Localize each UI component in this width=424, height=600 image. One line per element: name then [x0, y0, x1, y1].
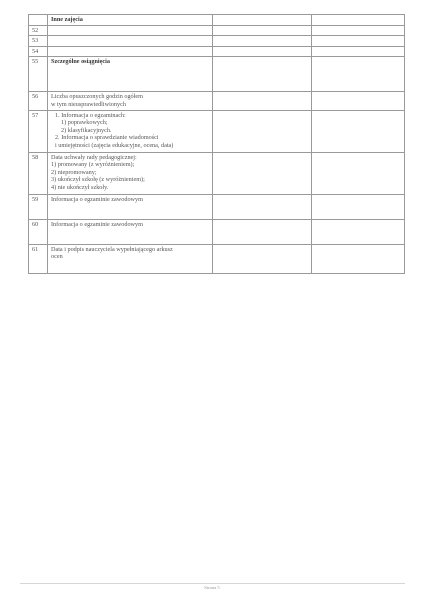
table-row: [29, 15, 405, 26]
entry-cell: [312, 244, 405, 273]
page-number: Strona 5: [204, 585, 220, 590]
entry-cell: [213, 219, 312, 244]
absence-unexcused-label: w tym nieusprawiedliwionych: [51, 100, 126, 108]
row-number: 54: [29, 46, 48, 57]
council-resolution-line: Data uchwały rady pedagogicznej:: [51, 153, 137, 161]
council-resolution-line: 3) ukończył szkołę (z wyróżnieniem);: [51, 176, 145, 184]
table-row: [29, 25, 405, 36]
teacher-signature-line: ocen: [51, 253, 63, 261]
row-number: 56: [29, 92, 48, 110]
exam-info-line: i umiejętności (zajęcia edukacyjne, ocena, data): [55, 141, 174, 149]
vocational-exam-label: Informacja o egzaminie zawodowym: [48, 219, 213, 244]
entry-cell: [213, 194, 312, 219]
row-number: 61: [29, 244, 48, 273]
entry-cell: [213, 92, 312, 110]
row-number: 60: [29, 219, 48, 244]
row-number: 52: [29, 25, 48, 36]
exam-info-label: [48, 110, 213, 152]
footer-divider: [20, 583, 405, 584]
description-cell: [48, 46, 213, 57]
vocational-exam-label: Informacja o egzaminie zawodowym: [48, 194, 213, 219]
entry-cell: [213, 152, 312, 194]
council-resolution-line: 4) nie ukończył szkoły.: [51, 183, 109, 191]
entry-cell: [312, 92, 405, 110]
entry-cell: [213, 46, 312, 57]
table-row: [29, 152, 405, 194]
entry-cell: [312, 15, 405, 26]
entry-cell: [213, 57, 312, 92]
council-resolution-line: 1) promowany (z wyróżnieniem);: [51, 161, 135, 169]
row-number: 53: [29, 36, 48, 47]
exam-info-line: 1. Informacja o egzaminach:: [55, 111, 126, 119]
table-row: [29, 57, 405, 92]
entry-cell: [312, 46, 405, 57]
teacher-signature-line: Data i podpis nauczyciela wypełniającego arkusz: [51, 245, 173, 253]
entry-cell: [213, 36, 312, 47]
absence-total-label: Liczba opuszczonych godzin ogółem: [51, 93, 143, 101]
row-number: 57: [29, 110, 48, 152]
table-row: [29, 36, 405, 47]
entry-cell: [312, 110, 405, 152]
table-row: [29, 46, 405, 57]
description-cell: [48, 25, 213, 36]
description-cell: [48, 36, 213, 47]
table-row: [29, 194, 405, 219]
table-row: [29, 219, 405, 244]
special-achievements-label: Szczególne osiągnięcia: [48, 57, 213, 92]
absence-hours-label: [48, 92, 213, 110]
row-number: 55: [29, 57, 48, 92]
exam-info-line: 1) poprawkowych;: [61, 119, 108, 127]
entry-cell: [312, 36, 405, 47]
exam-info-line: 2) klasyfikacyjnych.: [61, 126, 112, 134]
table-row: [29, 110, 405, 152]
exam-info-line: 2. Informacja o sprawdzianie wiadomości: [55, 134, 159, 142]
row-number: 59: [29, 194, 48, 219]
record-sheet-table: [28, 14, 405, 274]
entry-cell: [213, 25, 312, 36]
row-number-cell: [29, 15, 48, 26]
entry-cell: [312, 152, 405, 194]
entry-cell: [312, 57, 405, 92]
teacher-signature-label: [48, 244, 213, 273]
record-sheet-table-container: [28, 14, 398, 274]
section-header-inne-zajecia: Inne zajęcia: [48, 15, 213, 26]
row-number: 58: [29, 152, 48, 194]
table-row: [29, 92, 405, 110]
entry-cell: [312, 25, 405, 36]
entry-cell: [213, 244, 312, 273]
entry-cell: [312, 194, 405, 219]
entry-cell: [312, 219, 405, 244]
council-resolution-line: 2) niepromowany;: [51, 168, 97, 176]
entry-cell: [213, 15, 312, 26]
entry-cell: [213, 110, 312, 152]
table-row: [29, 244, 405, 273]
council-resolution-label: [48, 152, 213, 194]
